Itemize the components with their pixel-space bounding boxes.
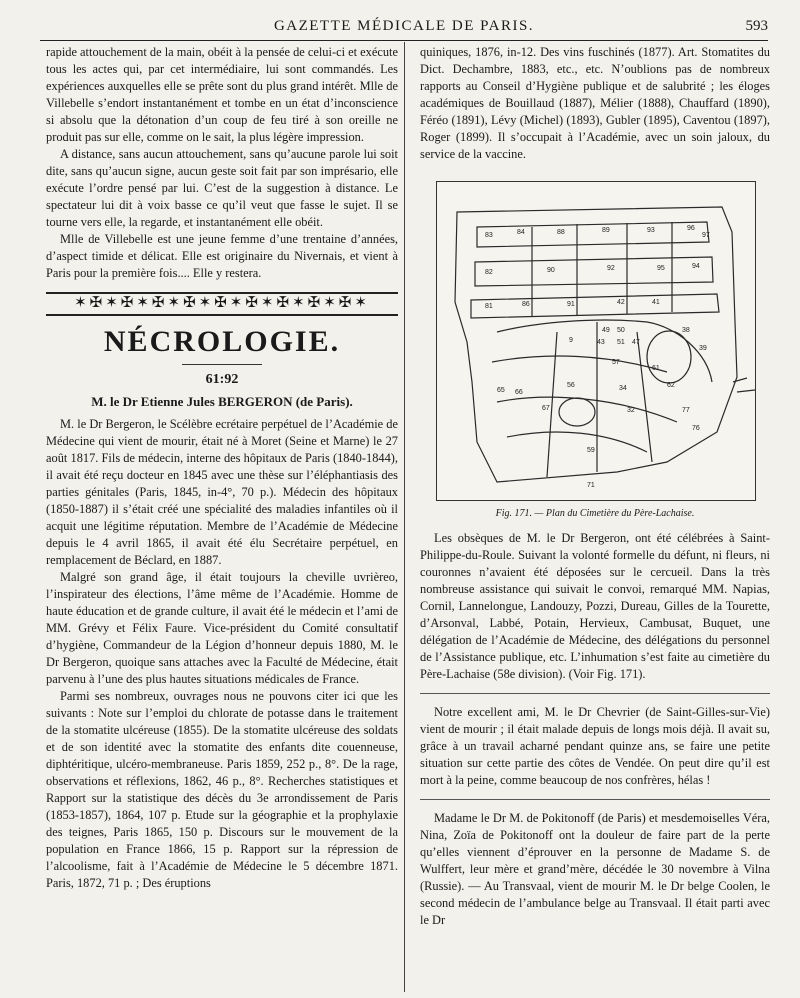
page-header (40, 16, 768, 41)
plan-division-label: 91 (567, 301, 575, 308)
title-rule (182, 364, 262, 365)
plan-division-label: 93 (647, 227, 655, 234)
plan-division-label: 41 (652, 299, 660, 306)
plan-division-label: 89 (602, 227, 610, 234)
plan-division-label: 65 (497, 387, 505, 394)
plan-division-label: 56 (567, 382, 575, 389)
paragraph-villebelle-2: A distance, sans aucun attouchement, sans qu’aucune parole lui soit dite, sans qu’aucun signe, aucun geste soit fait par son imprésario, elle exécute l’ordre pensé par lui. C’est de la suggestion à distance. Le spectateur lui dit à voix basse ce qu’il veut que fasse le sujet. Il se tourne vers elle, la regarde, et instantanément elle obéit. (46, 147, 398, 229)
plan-division-label: 76 (692, 425, 700, 432)
reference-number: 61:92 (205, 372, 239, 387)
plan-division-label: 42 (617, 299, 625, 306)
journal-title: GAZETTE MÉDICALE DE PARIS. (273, 18, 535, 34)
cemetery-plan-figure (436, 181, 756, 501)
plan-division-label: 34 (619, 385, 627, 392)
paragraph-obseques: Les obsèques de M. le Dr Bergeron, ont été célébrées à Saint-Philippe-du-Roule. Suivant la volonté formelle du défunt, ni fleurs, ni couronnes n’avaient été déposées sur le cercueil. Dans la très nombreuse assistance qui suivait le convoi, remarqué MM. Napias, Cornil, Lannelongue, Landouzy, Pozzi, Dureau, Gilles de la Tourette, d’Arsonval, Labbé, Potain, Hervieux, Cambusat, Buquet, une délégation de l’Académie de Médecine, des délégations du personnel de l’Assistance publique, etc. L’inhumation s’est faite au cimetière du Père-Lachaise (58e division). (Voir Fig. 171). (420, 531, 770, 681)
plan-division-label: 47 (632, 339, 640, 346)
plan-division-label: 94 (692, 263, 700, 270)
plan-division-label: 57 (612, 359, 620, 366)
plan-division-label: 86 (522, 301, 530, 308)
paragraph-villebelle-1: rapide attouchement de la main, obéit à la pensée de celui-ci et exécute tous les actes qui, par cet intermédiaire, lui sont commandés. Les expériences auxquelles elle se prête sont du plus grand intérêt. Mlle de Villebelle s’endort instantanément et tombe en un état d’inconscience si absolu que la détonation d’un coup de feu tiré à son oreille ne produit pas sur elle, comme on le sait, la plus légère impression. (46, 45, 398, 144)
plan-division-label: 82 (485, 269, 493, 276)
plan-division-label: 32 (627, 407, 635, 414)
paragraph-bergeron-2: Malgré son grand âge, il était toujours la cheville uvrièreo, l’inspirateur des élections, l’âme même de l’Académie. Homme de haute éducation et de grande culture, il avait été le médecin et l’ami de MM. Grévy et Félix Faure. Vice-président du Comité consultatif d’hygiène, Commandeur de la Légion d’honneur depuis 1880, M. le Dr Bergeron, quoique sans attaches avec la Faculté de Médecine, était parvenu à l’une des plus hautes situations médicales de France. (46, 570, 398, 686)
cemetery-plan-svg (437, 182, 755, 500)
plan-division-label: 9 (569, 337, 573, 344)
obituary-heading: M. le Dr Etienne Jules BERGERON (de Paris). (91, 394, 353, 409)
column-divider (404, 42, 405, 992)
plan-division-label: 67 (542, 405, 550, 412)
paragraph-bergeron-1: M. le Dr Bergeron, le Scélèbre ecrétaire perpétuel de l’Académie de Médecine qui vient de mourir, était né à Moret (Seine et Marne) le 27 août 1817. Fils de médecin, interne des hôpitaux de Paris (1840-1844), il avait été reçu docteur en 1845 avec une thèse sur l’éléphantiasis des parties génitales (Paris, 1845, in-4°, 70 p.). Médecin des hôpitaux (1850-1887) il s’était créé une spécialité des maladies infantiles où il acquit une légitime réputation. Membre de l’Académie de Médecine depuis le 4 avril 1865, il avait été élu Secrétaire perpétuel, en remplacement de Béclard, en 1887. (46, 417, 398, 567)
paragraph-pokitonoff: Madame le Dr M. de Pokitonoff (de Paris) et mesdemoiselles Véra, Nina, Zoïa de Pokitonoff ont la douleur de faire part de la perte qu’elles viennent d’éprouver en la personne de Madame S. de Wulffert, leur mère et grand’mère, décédée le 30 novembre à Vilna (Russie). — Au Transvaal, vient de mourir M. le Dr belge Coolen, le second médecin de l’ambulance belge au Transvaal. Il était parti avec le Dr (420, 811, 770, 927)
plan-division-label: 92 (607, 265, 615, 272)
paragraph-villebelle-3: Mlle de Villebelle est une jeune femme d’une trentaine d’années, d’aspect timide et délicat. Elle est originaire du Nivernais, et vient à Paris pour la première fois.... Elle y restera. (46, 232, 398, 280)
separator-rule-1 (420, 693, 770, 694)
plan-division-label: 90 (547, 267, 555, 274)
paragraph-works-continued: quiniques, 1876, in-12. Des vins fuschinés (1877). Art. Stomatites du Dict. Dechambre, 1883, etc., etc. N’oublions pas de nombreux rapports au Conseil d’Hygiène publique et de salubrité ; les éloges académiques de Bouillaud (1887), Mélier (1888), Chauffard (1890), Féréo (1891), Lévy (Michel) (1893), Gubler (1895), Caventou (1897), Roger (1899). Il s’occupait à l’Académie, avec un soin jaloux, du service de la vaccine. (420, 45, 770, 161)
plan-division-label: 97 (702, 232, 710, 239)
page-number: 593 (745, 18, 768, 34)
plan-division-label: 50 (617, 327, 625, 334)
figure-caption: Fig. 171. — Plan du Cimetière du Père-Lachaise. (495, 508, 695, 519)
right-column (420, 44, 770, 929)
plan-division-label: 88 (557, 229, 565, 236)
left-column (46, 44, 398, 892)
plan-division-label: 95 (657, 265, 665, 272)
plan-division-label: 71 (587, 482, 595, 489)
paragraph-chevrier: Notre excellent ami, M. le Dr Chevrier (de Saint-Gilles-sur-Vie) vient de mourir ; il était malade depuis de longs mois déjà. Il avait su, grâce à un travail acharné pendant quinze ans, se faire une petite situation sur cette partie des côtes de Vendée. On peut dire qu’il est mort à la peine, comme beaucoup de nos confrères, hélas ! (420, 705, 770, 787)
ornamental-band: ✶✠✶✠✶✠✶✠✶✠✶✠✶✠✶✠✶✠✶ (46, 292, 398, 316)
section-title-necrologie: NÉCROLOGIE. (103, 325, 341, 358)
paragraph-bergeron-3: Parmi ses nombreux, ouvrages nous ne pouvons citer ici que les suivants : Note sur l’emploi du chlorate de potasse dans le traitement de la stomatite ulcéreuse (1855). De la stomatite ulcéreuse des soldats et de son identité avec la stomatite des enfants dite couenneuse, diphtéritique, ulcéro-membraneuse. Paris 1859, 252 p., 8°. De la rage, observations et réflexions, 1862, 46 p., 8°. Recherches statistiques et Rapport sur la statistique des décès du 3e arrondissement de Paris (1853-1857), 1864, 107 p. Etude sur la géographie et la prophylaxie des teignes, Paris 1865, 150 p. Discours sur le mouvement de la population en France 1866, 15 p. Rapport sur la répression de l’alcoolisme, fait à l’Académie de Médecine le 5 décembre 1871. Paris, 1872, 71 p. ; Des éruptions (46, 689, 398, 890)
plan-division-label: 81 (485, 303, 493, 310)
plan-division-label: 83 (485, 232, 493, 239)
plan-division-label: 84 (517, 229, 525, 236)
plan-division-label: 49 (602, 327, 610, 334)
plan-division-label: 62 (667, 382, 675, 389)
separator-rule-2 (420, 799, 770, 800)
plan-division-label: 77 (682, 407, 690, 414)
plan-division-label: 38 (682, 327, 690, 334)
plan-division-label: 61 (652, 365, 660, 372)
plan-division-label: 59 (587, 447, 595, 454)
plan-division-label: 43 (597, 339, 605, 346)
plan-division-label: 51 (617, 339, 625, 346)
plan-division-label: 39 (699, 345, 707, 352)
plan-division-label: 66 (515, 389, 523, 396)
plan-division-label: 96 (687, 225, 695, 232)
